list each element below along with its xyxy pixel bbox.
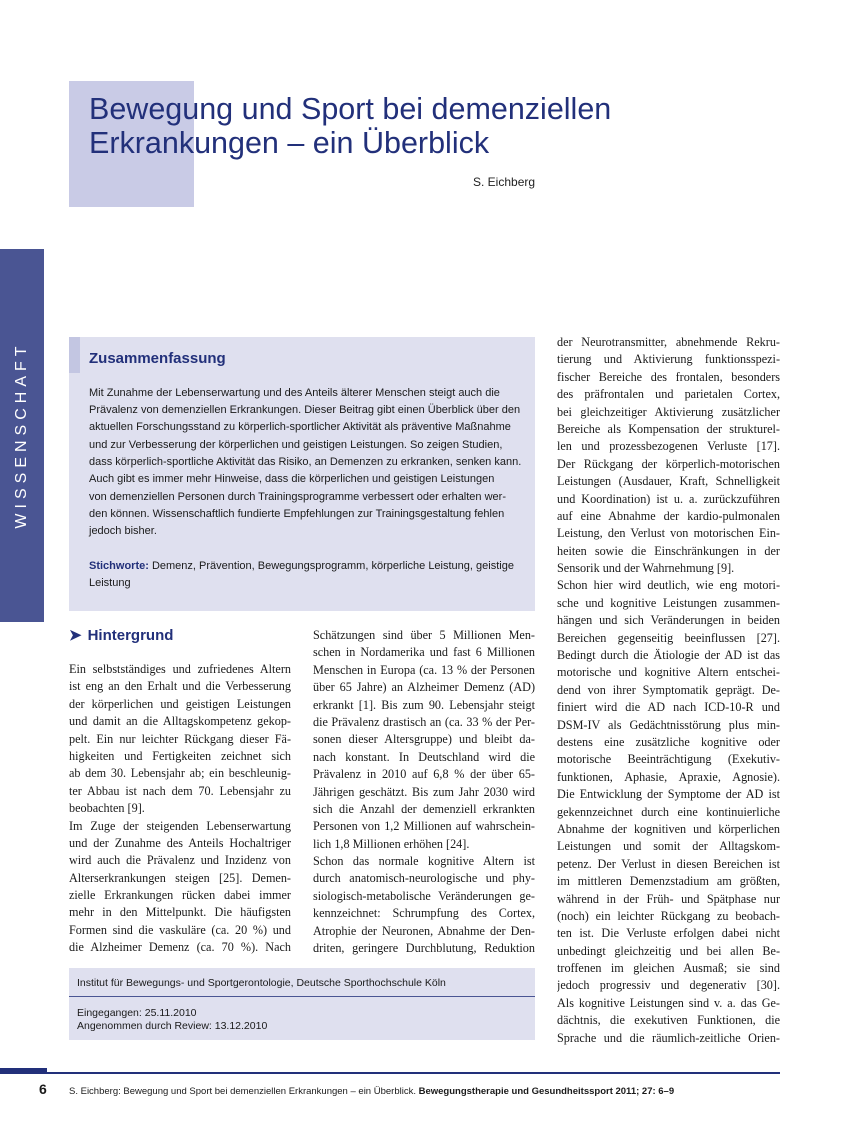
text-line: schen in Nordamerika und fast 6 Millionen — [313, 645, 535, 660]
abstract-tab-decoration — [69, 337, 80, 373]
text-line: und Koordination) ist u. a. zurückzuführen — [557, 491, 780, 506]
text-line: DSM-IV als Gedächtnisstörung plus min- — [557, 717, 780, 732]
text-line: Bereichen gegenseitig beeinflussen [27]. — [557, 630, 780, 645]
text-line: unbedingt gleichzeitig und bei allen Be- — [557, 943, 780, 958]
text-line: pelt. Ein nur leichter Rückgang dieser Fä- — [69, 731, 291, 746]
text-line: troffenen im gleichen Ausmaß; sie sind — [557, 961, 780, 976]
text-line: Leistungen (Ausdauer, Kraft, Schnelligkeit — [557, 474, 780, 489]
text-line: Sprache und die räumlich-zeitliche Orien- — [557, 1030, 780, 1045]
text-line: mehr in den Mittelpunkt. Die häufigsten — [69, 905, 291, 920]
text-line: siologisch-metabolische Veränderungen ge- — [313, 888, 535, 903]
text-line: Prävalenz in 2010 auf 6,8 % der über 65- — [313, 767, 535, 782]
text-line: im mittleren Demenzstadium am größten, — [557, 874, 780, 889]
abstract-line: den können. Wissenschaftlich fundierte Empfehlungen zur Trainingsgestaltung fehlen — [89, 508, 505, 520]
keywords-text: Demenz, Prävention, Bewegungsprogramm, körperliche Leistung, geistige — [148, 560, 514, 572]
text-line: sche und kognitive Leistungen zusammen- — [557, 595, 780, 610]
text-line: Bereiche als Kompensation der strukturel- — [557, 421, 780, 436]
text-line: Alterserkrankungen steigen [25]. Demen- — [69, 870, 291, 885]
text-line: Im Zuge der steigenden Lebenserwartung — [69, 818, 291, 833]
text-line: zielle Erkrankungen rücken dabei immer — [69, 888, 291, 903]
text-line: Menschen in Europa (ca. 13 % der Personen — [313, 662, 535, 677]
abstract-line: aktuellen Forschungsstand zu körperlich-sportlicher Aktivität als präventive Maßnahme — [89, 421, 511, 433]
abstract-line: Prävalenz von demenziellen Erkrankungen. Dieser Beitrag gibt einen Überblick über den — [89, 404, 521, 416]
text-line: gekennzeichnet durch eine kontinuierliche — [557, 804, 780, 819]
title-line-1: Bewegung und Sport bei demenziellen — [89, 92, 612, 126]
text-line: Schätzungen sind über 5 Millionen Men- — [313, 628, 535, 642]
abstract-line: Mit Zunahme der Lebenserwartung und des Anteils älterer Menschen steigt auch die — [89, 387, 500, 399]
text-line: und der Zunahme des Anteils Hochaltriger — [69, 835, 291, 850]
text-line: bei gleichzeitiger Aktivierung zusätzlicher — [557, 404, 780, 419]
affiliation: Institut für Bewegungs- und Sportgerontologie, Deutsche Sporthochschule Köln — [77, 977, 446, 989]
text-line: tierung und Aktivierung funktionsspezi- — [557, 352, 780, 367]
text-line: ab dem 30. Lebensjahr ab; ein beschleunig- — [69, 766, 291, 781]
text-line: lich 1,8 Millionen erhöhen [24]. — [313, 836, 470, 851]
keywords-line-2: Leistung — [89, 577, 131, 589]
abstract-line: von demenziellen Personen durch Trainingsprogramme verbessert oder erhalten wer- — [89, 491, 506, 503]
text-line: die Prävalenz drastisch an (ca. 33 % der Per- — [313, 714, 535, 729]
footer-citation — [69, 1086, 674, 1097]
abstract-line: und zur Verbesserung der körperlichen und geistigen Leistungen. So zeigen Studien, — [89, 439, 503, 451]
footer-block-decoration — [0, 1068, 47, 1074]
author: S. Eichberg — [473, 175, 536, 189]
text-line: nach konstant. In Deutschland wird die — [313, 749, 535, 764]
text-line: sonen dieser Altersgruppe) und bleibt da- — [313, 732, 535, 747]
text-line: Bedingt durch die Ätiologie der AD ist das — [557, 648, 780, 663]
text-line: ist eng an den Erhalt und die Verbesserung — [69, 679, 291, 694]
text-line: Formen sind die vaskuläre (ca. 20 %) und — [69, 922, 291, 937]
text-line: hängen und sich Veränderungen in beiden — [557, 613, 780, 628]
footer-citation-text: S. Eichberg: Bewegung und Sport bei demenziellen Erkrankungen – ein Überblick. — [69, 1086, 416, 1097]
abstract-line: dass körperlich-sportliche Aktivität das Risiko, an Demenzen zu erkranken, senken kann. — [89, 456, 522, 468]
text-line: des präfrontalen und parietalen Cortex, — [557, 387, 780, 402]
text-line: beobachten [9]. — [69, 801, 145, 816]
text-line: über 65 Jahre) an Alzheimer Demenz (AD) — [313, 680, 535, 695]
text-line: jedoch progressiv und degenerativ [30]. — [557, 978, 780, 993]
section-label: WISSENSCHAFT — [13, 341, 30, 529]
text-line: fischer Bereiche des frontalen, besonders — [557, 369, 780, 384]
accepted-date: Angenommen durch Review: 13.12.2010 — [77, 1020, 268, 1032]
body-column-3 — [557, 334, 780, 1047]
title-line-2: Erkrankungen – ein Überblick — [89, 126, 490, 160]
text-line: Personen von 1,2 Millionen auf wahrschein- — [313, 819, 535, 834]
section-heading-text: Hintergrund — [87, 627, 174, 644]
affiliation-divider — [69, 996, 535, 997]
text-line: driten, geringere Durchblutung, Reduktion — [313, 941, 535, 956]
text-line: durch anatomisch-neurologische und phy- — [313, 871, 535, 886]
text-line: len und prozessbezogenen Verluste [17]. — [557, 439, 780, 454]
text-line: die Alzheimer Demenz (ca. 70 %). Nach — [69, 940, 291, 955]
text-line: Sensorik und der Wahrnehmung [9]. — [557, 561, 735, 576]
text-line: ten ist. Die Verluste erfolgen dabei nicht — [557, 926, 780, 941]
article-title — [89, 92, 709, 160]
text-line: wird auch die Prävalenz und Inzidenz von — [69, 853, 291, 868]
text-line: heiten sowie die Einschränkungen in der — [557, 543, 780, 558]
page-number: 6 — [39, 1081, 47, 1097]
arrow-right-icon: ➤ — [69, 627, 82, 644]
text-line: funktionen, Aphasie, Apraxie, Agnosie). — [557, 769, 780, 784]
text-line: Leistungen und somit der Alltagskom- — [557, 839, 780, 854]
text-line: der körperlichen und geistigen Leistungen — [69, 696, 291, 711]
text-line: Als kognitive Leistungen sind v. a. das Ge- — [557, 995, 780, 1010]
keywords-label: Stichworte: — [89, 560, 149, 572]
text-line: Schon hier wird deutlich, wie eng motori- — [557, 578, 780, 593]
section-heading — [69, 626, 173, 644]
abstract-line: jedoch bisher. — [89, 525, 157, 537]
text-line: Ein selbstständiges und zufriedenes Altern — [69, 662, 291, 676]
text-line: erkrankt [1]. Bis zum 90. Lebensjahr steigt — [313, 697, 535, 712]
text-line: ter Abbau ist nach dem 70. Lebensjahr zu — [69, 783, 291, 798]
text-line: Jährigen geschätzt. Bis zum Jahr 2030 wird — [313, 784, 535, 799]
footer-rule — [0, 1072, 780, 1074]
abstract-heading: Zusammenfassung — [89, 350, 226, 367]
text-line: und damit an die Alltagskompetenz gekop- — [69, 714, 291, 729]
text-line: dächtnis, die exekutiven Funktionen, die — [557, 1013, 780, 1028]
text-line: dend von ihrer Symptomatik geprägt. De- — [557, 682, 780, 697]
footer-journal: Bewegungstherapie und Gesundheitssport 2011; 27: 6–9 — [418, 1086, 675, 1097]
abstract-line: Auch gibt es immer mehr Hinweise, dass die körperlichen und geistigen Leistungen — [89, 473, 495, 485]
text-line: Der Rückgang der körperlich-motorischen — [557, 456, 780, 471]
text-line: der Neurotransmitter, abnehmende Rekru- — [557, 335, 780, 349]
text-line: (noch) ein leichter Rückgang zu beobach- — [557, 908, 780, 923]
text-line: Die Entwicklung der Symptome der AD ist — [557, 787, 780, 802]
text-line: während in der Früh- und Spätphase nur — [557, 891, 780, 906]
text-line: sich die Anzahl der demenziell erkrankten — [313, 801, 535, 816]
text-line: destens eine zusätzliche kognitive oder — [557, 734, 780, 749]
text-line: Leistung, den Verlust von motorischen Ein- — [557, 526, 780, 541]
text-line: motorische und kognitive Altern entschei- — [557, 665, 780, 680]
body-column-2 — [313, 627, 535, 957]
text-line: Atrophie der Neuronen, Abnahme der Den- — [313, 923, 535, 938]
text-line: higkeiten und Fertigkeiten zeichnet sich — [69, 748, 291, 763]
text-line: auf eine Abnahme der kardio-pulmonalen — [557, 508, 780, 523]
keywords-line — [89, 560, 514, 572]
text-line: motorische Beeinträchtigung (Exekutiv- — [557, 752, 780, 767]
text-line: Schon das normale kognitive Altern ist — [313, 854, 535, 869]
text-line: kennzeichnet: Schrumpfung des Cortex, — [313, 906, 535, 921]
text-line: Abnahme der kognitiven und körperlichen — [557, 821, 780, 836]
text-line: petenz. Der Verlust in diesen Bereichen ist — [557, 856, 780, 871]
body-column-1 — [69, 661, 291, 957]
received-date: Eingegangen: 25.11.2010 — [77, 1007, 197, 1019]
text-line: finiert wird die AD nach ICD-10-R und — [557, 700, 780, 715]
